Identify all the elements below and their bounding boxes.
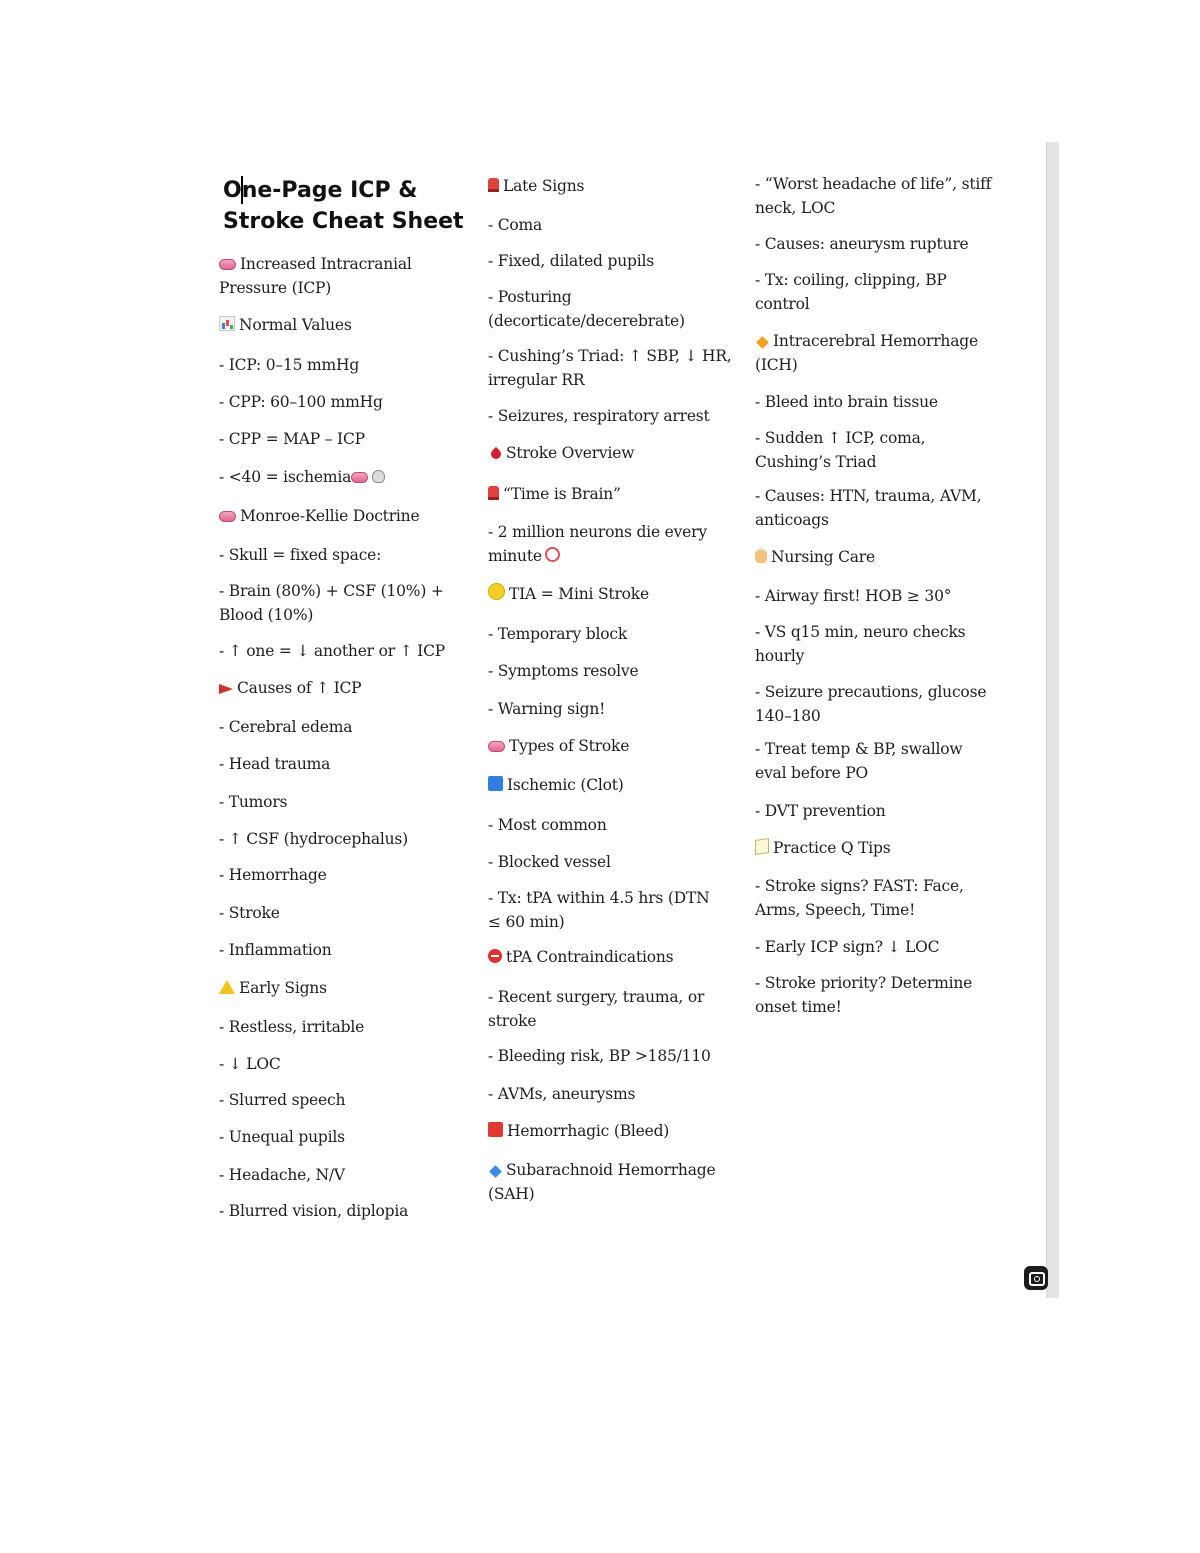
drop-icon <box>489 447 503 461</box>
sheet-line-text: - 2 million neurons die every <box>488 523 707 541</box>
sheet-line <box>219 902 280 925</box>
sheet-line-text: Cushing’s Triad <box>755 453 877 471</box>
sheet-line-text: - VS q15 min, neuro checks <box>755 623 966 641</box>
sheet-line <box>755 485 981 508</box>
sheet-line-text: Subarachnoid Hemorrhage <box>506 1161 716 1179</box>
sheet-line-text: - CPP = MAP – ICP <box>219 430 365 448</box>
sheet-line <box>219 466 389 489</box>
sheet-line <box>755 899 915 922</box>
sheet-line <box>755 972 972 995</box>
sheet-line <box>219 580 444 603</box>
sheet-line <box>219 864 327 887</box>
sheet-line <box>488 310 685 333</box>
sheet-line <box>219 354 359 377</box>
sheet-line-text: - <40 = ischemia <box>219 468 352 486</box>
sheet-line <box>219 544 381 567</box>
sheet-line-text: - Cerebral edema <box>219 718 353 736</box>
sheet-line <box>488 1083 635 1106</box>
red-square-icon <box>488 1122 503 1137</box>
screenshot-tool-icon[interactable] <box>1024 1266 1048 1290</box>
sheet-line-text: Causes of ↑ ICP <box>237 679 362 697</box>
sheet-line <box>488 1120 669 1143</box>
sheet-line <box>755 645 804 668</box>
sheet-line <box>755 621 965 644</box>
sheet-line <box>488 698 605 721</box>
alarm-clock-icon <box>545 547 560 562</box>
sheet-line-text: - Most common <box>488 816 607 834</box>
brain-icon <box>351 472 368 483</box>
sheet-line <box>219 1016 364 1039</box>
sheet-line-text: irregular RR <box>488 371 585 389</box>
sheet-line-text: Increased Intracranial <box>240 255 412 273</box>
sheet-line <box>755 391 938 414</box>
sheet-line-text: Pressure (ICP) <box>219 279 332 297</box>
sheet-line <box>488 250 654 273</box>
sheet-line-text: - Blurred vision, diplopia <box>219 1202 409 1220</box>
sheet-line <box>755 427 925 450</box>
sheet-line <box>488 887 709 910</box>
sheet-line-text: - Inflammation <box>219 941 332 959</box>
warning-icon <box>219 980 235 994</box>
sheet-line-text: tPA Contraindications <box>506 948 674 966</box>
sheet-line <box>755 875 964 898</box>
sheet-line-text: - Headache, N/V <box>219 1166 345 1184</box>
sheet-line <box>488 405 710 428</box>
sheet-line-text: 140–180 <box>755 707 821 725</box>
sheet-line <box>219 391 383 414</box>
sheet-line-text: Stroke Overview <box>506 444 635 462</box>
sheet-line <box>488 369 584 392</box>
sheet-line-text: Arms, Speech, Time! <box>755 901 916 919</box>
sheet-line-text: - CPP: 60–100 mmHg <box>219 393 383 411</box>
sheet-line-text: - Early ICP sign? ↓ LOC <box>755 938 940 956</box>
sheet-line-text: - Coma <box>488 216 543 234</box>
blue-diamond-icon <box>489 1165 502 1178</box>
sheet-line-text: - Stroke <box>219 904 280 922</box>
sheet-line <box>219 1053 281 1076</box>
sheet-line <box>755 269 947 292</box>
sheet-line-text: Nursing Care <box>771 548 875 566</box>
sheet-line <box>755 738 962 761</box>
sheet-line-text: - Seizure precautions, glucose <box>755 683 987 701</box>
sheet-line-text: hourly <box>755 647 805 665</box>
yellow-circle-icon <box>488 583 505 600</box>
sheet-line <box>755 705 821 728</box>
sheet-line-text: - Hemorrhage <box>219 866 327 884</box>
sheet-line-text: stroke <box>488 1012 537 1030</box>
sheet-line <box>488 214 542 237</box>
sheet-line-text: - AVMs, aneurysms <box>488 1085 636 1103</box>
sheet-line-text: - Bleed into brain tissue <box>755 393 938 411</box>
sheet-line <box>219 604 313 627</box>
sheet-line <box>219 1089 345 1112</box>
sheet-line-text: Blood (10%) <box>219 606 314 624</box>
sheet-line <box>488 1183 534 1206</box>
sheet-line <box>219 253 412 276</box>
sheet-line <box>488 1159 715 1182</box>
document-title-line-2: Stroke Cheat Sheet <box>223 209 464 234</box>
brain-icon <box>219 511 236 522</box>
sheet-line-text: - Brain (80%) + CSF (10%) + <box>219 582 444 600</box>
sheet-line <box>219 277 331 300</box>
sheet-line-text: Early Signs <box>239 979 327 997</box>
sheet-line <box>755 762 868 785</box>
sheet-line <box>219 428 365 451</box>
sheet-line <box>488 286 572 309</box>
sheet-line-text: - Treat temp & BP, swallow <box>755 740 963 758</box>
sheet-line-text: - Recent surgery, trauma, or <box>488 988 705 1006</box>
sheet-line <box>488 175 584 198</box>
sheet-line-text: Types of Stroke <box>509 737 630 755</box>
sheet-line <box>488 851 611 874</box>
sheet-line-text: - Restless, irritable <box>219 1018 365 1036</box>
sheet-line-text: - Head trauma <box>219 755 331 773</box>
orange-diamond-icon <box>756 336 769 349</box>
sheet-line-text: Normal Values <box>239 316 352 334</box>
sheet-line <box>488 583 649 606</box>
sheet-line <box>488 521 707 544</box>
sheet-line-text: - Causes: aneurysm rupture <box>755 235 969 253</box>
sheet-line-text: minute <box>488 547 542 565</box>
sheet-line-text: - Slurred speech <box>219 1091 346 1109</box>
flag-icon <box>219 684 233 694</box>
sheet-line <box>755 837 891 860</box>
sheet-line-text: - Stroke priority? Determine <box>755 974 973 992</box>
sheet-line-text: - Stroke signs? FAST: Face, <box>755 877 964 895</box>
sheet-line <box>755 354 798 377</box>
sheet-line <box>755 546 875 569</box>
sheet-line-text: - Causes: HTN, trauma, AVM, <box>755 487 982 505</box>
sheet-line <box>488 946 673 969</box>
sheet-line-text: - “Worst headache of life”, stiff <box>755 175 992 193</box>
chart-icon <box>219 316 235 331</box>
sheet-line-text: TIA = Mini Stroke <box>509 585 649 603</box>
sheet-line <box>219 314 352 337</box>
sheet-line-text: - ↑ CSF (hydrocephalus) <box>219 830 409 848</box>
sheet-line-text: - DVT prevention <box>755 802 886 820</box>
sheet-line <box>755 330 978 353</box>
page-edge-scrollbar[interactable] <box>1046 142 1059 1298</box>
sheet-line <box>488 442 634 465</box>
sheet-line-text: - Symptoms resolve <box>488 662 639 680</box>
sheet-line-text: onset time! <box>755 998 842 1016</box>
sheet-line <box>488 911 564 934</box>
sheet-line-text: (decorticate/decerebrate) <box>488 312 685 330</box>
sheet-line <box>219 753 330 776</box>
sheet-line-text: - Bleeding risk, BP >185/110 <box>488 1047 711 1065</box>
no-entry-icon <box>488 949 502 963</box>
sheet-line <box>755 451 876 474</box>
sheet-line <box>219 677 361 700</box>
sheet-line-text: - Sudden ↑ ICP, coma, <box>755 429 926 447</box>
sheet-line-text: anticoags <box>755 511 829 529</box>
sheet-line <box>488 1045 711 1068</box>
siren-icon <box>488 486 499 500</box>
sheet-line-text: - Unequal pupils <box>219 1128 345 1146</box>
sheet-line <box>755 197 835 220</box>
sheet-line <box>219 505 419 528</box>
sheet-line-text: - Skull = fixed space: <box>219 546 382 564</box>
sheet-line <box>755 293 810 316</box>
sheet-line <box>219 791 287 814</box>
sheet-line-text: - Airway first! HOB ≥ 30° <box>755 587 952 605</box>
sheet-line-text: - Tx: coiling, clipping, BP <box>755 271 947 289</box>
sheet-line <box>755 800 886 823</box>
sheet-line-text: - Tx: tPA within 4.5 hrs (DTN <box>488 889 710 907</box>
sheet-line <box>219 640 445 663</box>
sheet-line-text: Monroe-Kellie Doctrine <box>240 507 420 525</box>
memo-icon <box>755 838 769 855</box>
sheet-line-text: ≤ 60 min) <box>488 913 565 931</box>
sheet-line-text: - Posturing <box>488 288 572 306</box>
sheet-line <box>488 545 560 568</box>
sheet-line-text: - ICP: 0–15 mmHg <box>219 356 360 374</box>
sheet-line-text: Hemorrhagic (Bleed) <box>507 1122 670 1140</box>
sheet-line-text: Ischemic (Clot) <box>507 776 624 794</box>
sheet-line <box>219 939 332 962</box>
sheet-line <box>755 996 842 1019</box>
sheet-line <box>219 977 327 1000</box>
sheet-line <box>755 936 939 959</box>
sheet-line <box>488 735 629 758</box>
sheet-line <box>488 623 627 646</box>
sheet-line <box>488 660 638 683</box>
sheet-line <box>219 1126 345 1149</box>
sheet-line-text: Late Signs <box>503 177 585 195</box>
sheet-line <box>219 828 408 851</box>
sheet-line <box>219 1164 345 1187</box>
sheet-line <box>219 1200 408 1223</box>
siren-icon <box>488 178 499 192</box>
sheet-line <box>488 483 621 506</box>
skull-icon <box>372 470 385 483</box>
nurse-icon <box>755 547 767 563</box>
sheet-line <box>488 345 732 368</box>
sheet-line-text: Practice Q Tips <box>773 839 891 857</box>
sheet-line-text: neck, LOC <box>755 199 836 217</box>
sheet-line <box>488 986 704 1009</box>
sheet-line <box>488 814 607 837</box>
sheet-line <box>755 509 829 532</box>
sheet-line-text: (SAH) <box>488 1185 535 1203</box>
brain-icon <box>219 259 236 270</box>
sheet-line-text: - Fixed, dilated pupils <box>488 252 654 270</box>
sheet-line-text: - Warning sign! <box>488 700 606 718</box>
sheet-line-text: - ↓ LOC <box>219 1055 281 1073</box>
sheet-line-text: - Seizures, respiratory arrest <box>488 407 710 425</box>
sheet-line <box>755 233 969 256</box>
sheet-line-text: - Temporary block <box>488 625 628 643</box>
sheet-line-text: - Cushing’s Triad: ↑ SBP, ↓ HR, <box>488 347 732 365</box>
brain-icon <box>488 741 505 752</box>
sheet-line <box>488 1010 536 1033</box>
sheet-line-text: - Blocked vessel <box>488 853 611 871</box>
document-title-line-1: One-Page ICP & <box>223 178 418 203</box>
sheet-line-text: eval before PO <box>755 764 869 782</box>
sheet-line-text: “Time is Brain” <box>503 485 621 503</box>
sheet-line <box>488 774 624 797</box>
sheet-line <box>755 173 991 196</box>
sheet-line-text: - Tumors <box>219 793 288 811</box>
sheet-line-text: Intracerebral Hemorrhage <box>773 332 978 350</box>
sheet-line-text: control <box>755 295 810 313</box>
sheet-line-text: (ICH) <box>755 356 798 374</box>
sheet-line-text: - ↑ one = ↓ another or ↑ ICP <box>219 642 445 660</box>
sheet-line <box>755 585 951 608</box>
sheet-line <box>755 681 986 704</box>
sheet-line <box>219 716 352 739</box>
blue-square-icon <box>488 776 503 791</box>
